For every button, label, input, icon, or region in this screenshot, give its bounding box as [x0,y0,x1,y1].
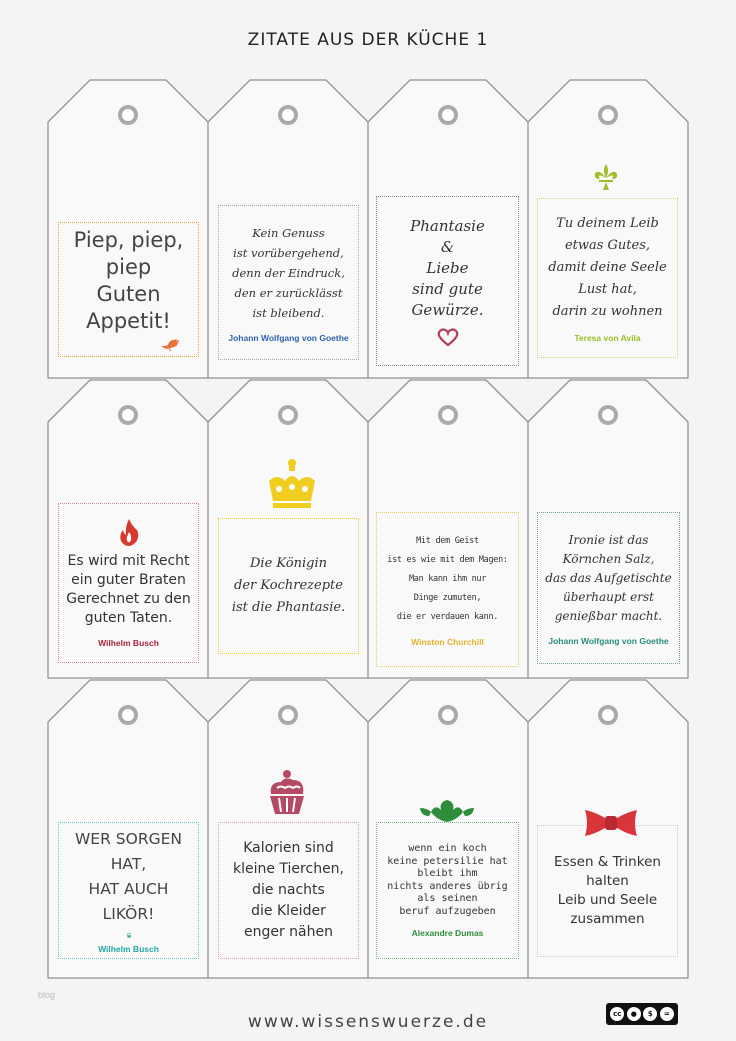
tag-hole-3 [442,109,454,121]
tag-7-quote: Mit dem Geist ist es wie mit dem Magen: Man kann ihm nur Dinge zumuten, die er verdauen kann. [387,536,508,622]
creative-commons-badge [606,1003,678,1025]
tag-4-author: Teresa von Avila [574,333,641,343]
tag-hole-2 [282,109,294,121]
tag-1 [58,222,199,357]
tag-hole-6 [282,409,294,421]
tag-11-author: Alexandre Dumas [411,928,484,938]
tag-hole-4 [602,109,614,121]
tag-hole-8 [602,409,614,421]
bird-icon [144,335,194,352]
tag-2-author: Johann Wolfgang von Goethe [228,332,349,343]
tag-5 [58,503,199,663]
tag-5-quote: Es wird mit Recht ein guter Braten Gerechnet zu den guten Taten. [66,553,191,626]
tag-8 [537,512,680,664]
tag-5-author: Wilhelm Busch [98,638,159,648]
tag-9-author: Wilhelm Busch [98,944,159,954]
tag-hole-9 [122,709,134,721]
tag-12-quote: Essen & Trinken halten Leib und Seele zusammen [554,854,661,927]
tag-3-quote: Phantasie & Liebe sind gute Gewürze. [410,216,485,319]
nd-icon: = [660,1007,674,1021]
page-title: ZITATE AUS DER KÜCHE 1 [247,30,489,50]
shot-glass-icon [120,933,138,938]
tag-1-quote: Piep, piep, piep Guten Appetit! [73,228,184,333]
tag-2-quote: Kein Genuss ist vorübergehend, denn der Eindruck, den er zurücklässt ist bleibend. [232,225,345,320]
tag-9 [58,822,199,959]
cupcake-icon [265,768,309,818]
leaves-icon [419,798,475,824]
by-icon: ● [627,1007,641,1021]
cc-icon: cc [610,1007,624,1021]
tag-7-author: Winston Churchill [411,637,484,647]
blog-watermark: blog [38,990,56,1000]
tag-hole-5 [122,409,134,421]
tag-hole-10 [282,709,294,721]
tag-8-quote: Ironie ist das Körnchen Salz, das das Aufgetischte überhaupt erst genießbar macht. [545,532,672,623]
crown-icon [265,457,319,511]
tag-2 [218,205,359,360]
tag-4-quote: Tu deinem Leib etwas Gutes, damit deine Seele Lust hat, darin zu wohnen [548,216,667,319]
tag-hole-12 [602,709,614,721]
tag-4 [537,198,678,358]
tag-11 [376,822,519,959]
tag-6 [218,518,359,654]
tag-10-quote: Kalorien sind kleine Tierchen, die nachts die Kleider enger nähen [232,840,344,940]
tag-10 [218,822,359,959]
nc-icon: $ [643,1007,657,1021]
tag-9-quote: WER SORGEN HAT, HAT AUCH LIKÖR! [74,830,183,923]
bow-tie-icon [583,806,639,840]
flame-icon [118,518,140,546]
tag-hole-7 [442,409,454,421]
tag-hole-1 [122,109,134,121]
tag-6-quote: Die Königin der Kochrezepte ist die Phantasie. [231,556,346,615]
fleur-de-lis-icon [593,162,619,192]
tag-12 [537,825,678,957]
tag-11-quote: wenn ein koch keine petersilie hat bleibt ihm nichts anderes übrig als seinen beruf aufzugeben [387,843,508,917]
tag-3 [376,196,519,366]
tag-7 [376,512,519,667]
footer-url[interactable]: www.wissenswuerze.de [247,1012,489,1032]
tag-hole-11 [442,709,454,721]
heart-icon [436,327,460,347]
tag-8-author: Johann Wolfgang von Goethe [548,635,669,646]
